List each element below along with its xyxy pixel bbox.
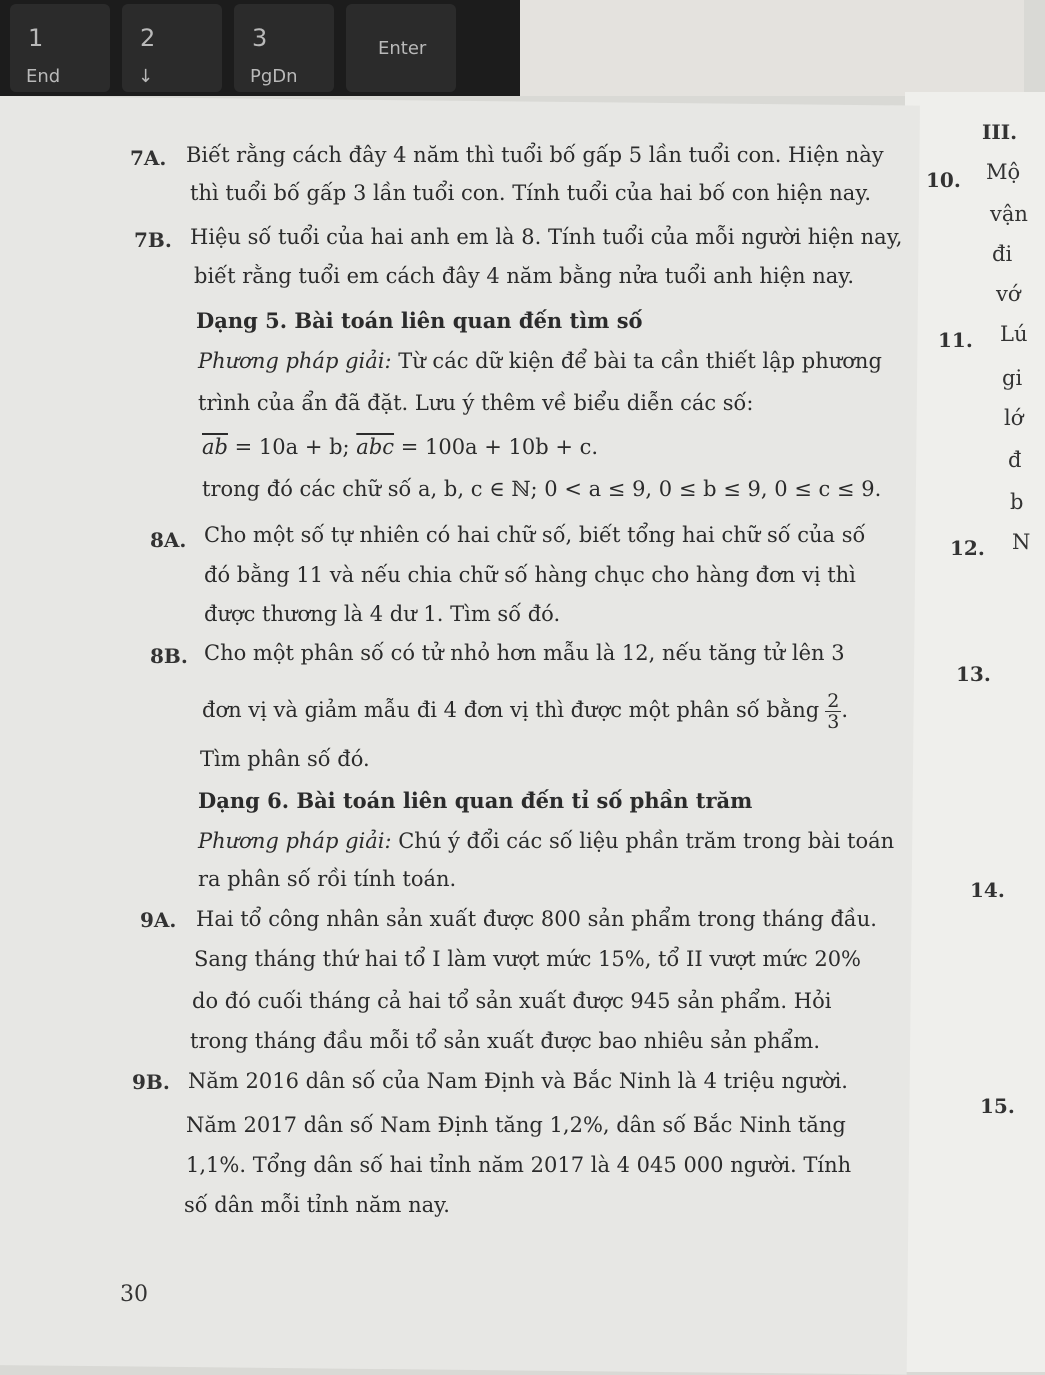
- right-item-number: 11.: [938, 328, 973, 352]
- right-item-number: 12.: [950, 536, 985, 560]
- right-item-text: N: [1012, 530, 1031, 554]
- problem-9b-line-4: số dân mỗi tỉnh năm nay.: [184, 1193, 450, 1217]
- key-bottom-label: PgDn: [250, 66, 298, 87]
- fraction-denominator: 3: [827, 711, 840, 733]
- right-item-text: lớ: [1004, 406, 1024, 430]
- method-label: Phương pháp giải:: [198, 349, 392, 373]
- problem-label-7b: 7B.: [134, 228, 172, 252]
- right-item-text: vận: [990, 202, 1028, 226]
- formula-abc-rhs: = 100a + 10b + c.: [394, 435, 599, 459]
- section-heading-dang-6: Dạng 6. Bài toán liên quan đến tỉ số phần trăm: [198, 788, 753, 813]
- method-dang-6-line-2: ra phân số rồi tính toán.: [198, 867, 457, 891]
- right-section-label: III.: [982, 120, 1018, 144]
- problem-8a-line-2: đó bằng 11 và nếu chia chữ số hàng chục cho hàng đơn vị thì: [204, 563, 856, 587]
- key-top-label: 1: [28, 24, 44, 52]
- problem-label-8a: 8A.: [150, 528, 187, 552]
- right-item-number: 13.: [956, 662, 991, 686]
- problem-9b-line-1: Năm 2016 dân số của Nam Định và Bắc Ninh là 4 triệu người.: [188, 1069, 848, 1093]
- problem-8a-line-1: Cho một số tự nhiên có hai chữ số, biết tổng hai chữ số của số: [204, 523, 866, 547]
- key-top-label: 2: [140, 24, 156, 52]
- page-number: 30: [120, 1282, 148, 1307]
- right-item-text: đi: [992, 242, 1013, 266]
- key-top-label: Enter: [378, 38, 427, 59]
- method-dang-5-line-2: trình của ẩn đã đặt. Lưu ý thêm về biểu diễn các số:: [198, 391, 754, 415]
- method-label: Phương pháp giải:: [198, 829, 392, 853]
- method-dang-6-line-1: [198, 828, 894, 854]
- right-item-text: vớ: [996, 282, 1021, 306]
- formula-ab: $\overline{ab}$: [202, 435, 228, 459]
- digit-formula: [202, 434, 598, 460]
- problem-9a-line-4: trong tháng đầu mỗi tổ sản xuất được bao nhiêu sản phẩm.: [190, 1029, 821, 1053]
- problem-8b-line-2: [202, 688, 848, 732]
- problem-9b-line-3: 1,1%. Tổng dân số hai tỉnh năm 2017 là 4 045 000 người. Tính: [186, 1153, 852, 1177]
- key-bottom-label: End: [26, 66, 61, 87]
- right-item-text: gi: [1002, 366, 1023, 390]
- problem-9a-line-3: do đó cuối tháng cả hai tổ sản xuất được 945 sản phẩm. Hỏi: [192, 989, 832, 1013]
- right-item-number: 10.: [926, 168, 961, 192]
- formula-abc: $\overline{abc}$: [356, 435, 395, 459]
- problem-7b-line-1: Hiệu số tuổi của hai anh em là 8. Tính tuổi của mỗi người hiện nay,: [190, 225, 903, 249]
- key-bottom-label: ↓: [138, 66, 154, 87]
- problem-8b-line-2-text: đơn vị và giảm mẫu đi 4 đơn vị thì được một phân số bằng: [202, 698, 820, 722]
- problem-9a-line-2: Sang tháng thứ hai tổ I làm vượt mức 15%, tổ II vượt mức 20%: [194, 947, 862, 971]
- formula-ab-rhs: = 10a + b;: [227, 435, 357, 459]
- method-text: Từ các dữ kiện để bài ta cần thiết lập phương: [391, 349, 882, 373]
- problem-label-9a: 9A.: [140, 908, 177, 932]
- problem-label-9b: 9B.: [132, 1070, 170, 1094]
- section-heading-dang-5: Dạng 5. Bài toán liên quan đến tìm số: [196, 308, 643, 333]
- problem-9b-line-2: Năm 2017 dân số Nam Định tăng 1,2%, dân số Bắc Ninh tăng: [186, 1113, 846, 1137]
- problem-8b-line-1: Cho một phân số có tử nhỏ hơn mẫu là 12, nếu tăng tử lên 3: [204, 641, 845, 665]
- right-item-text: Mộ: [986, 160, 1021, 184]
- problem-label-8b: 8B.: [150, 644, 188, 668]
- problem-8b-line-3: Tìm phân số đó.: [200, 747, 370, 771]
- right-item-text: Lú: [1000, 322, 1028, 346]
- right-item-text: b: [1010, 490, 1024, 514]
- fraction-numerator: 2: [827, 690, 840, 712]
- problem-8a-line-3: được thương là 4 dư 1. Tìm số đó.: [204, 602, 561, 626]
- problem-label-7a: 7A.: [130, 146, 167, 170]
- right-item-number: 14.: [970, 878, 1005, 902]
- right-item-text: đ: [1008, 448, 1022, 472]
- problem-9a-line-1: Hai tổ công nhân sản xuất được 800 sản phẩm trong tháng đầu.: [196, 907, 877, 931]
- problem-8b-line-2-end: .: [841, 698, 849, 722]
- right-item-number: 15.: [980, 1094, 1015, 1118]
- problem-7a-line-1: Biết rằng cách đây 4 năm thì tuổi bố gấp 5 lần tuổi con. Hiện này: [186, 143, 884, 167]
- method-dang-5-line-1: [198, 348, 882, 374]
- fraction-two-thirds: [825, 691, 841, 732]
- problem-7b-line-2: biết rằng tuổi em cách đây 4 năm bằng nửa tuổi anh hiện nay.: [194, 264, 854, 288]
- problem-7a-line-2: thì tuổi bố gấp 3 lần tuổi con. Tính tuổi của hai bố con hiện nay.: [190, 181, 872, 205]
- key-top-label: 3: [252, 24, 268, 52]
- method-text: Chú ý đổi các số liệu phần trăm trong bài toán: [391, 829, 895, 853]
- digit-constraint: trong đó các chữ số a, b, c ∈ ℕ; 0 < a ≤ 9, 0 ≤ b ≤ 9, 0 ≤ c ≤ 9.: [202, 477, 882, 501]
